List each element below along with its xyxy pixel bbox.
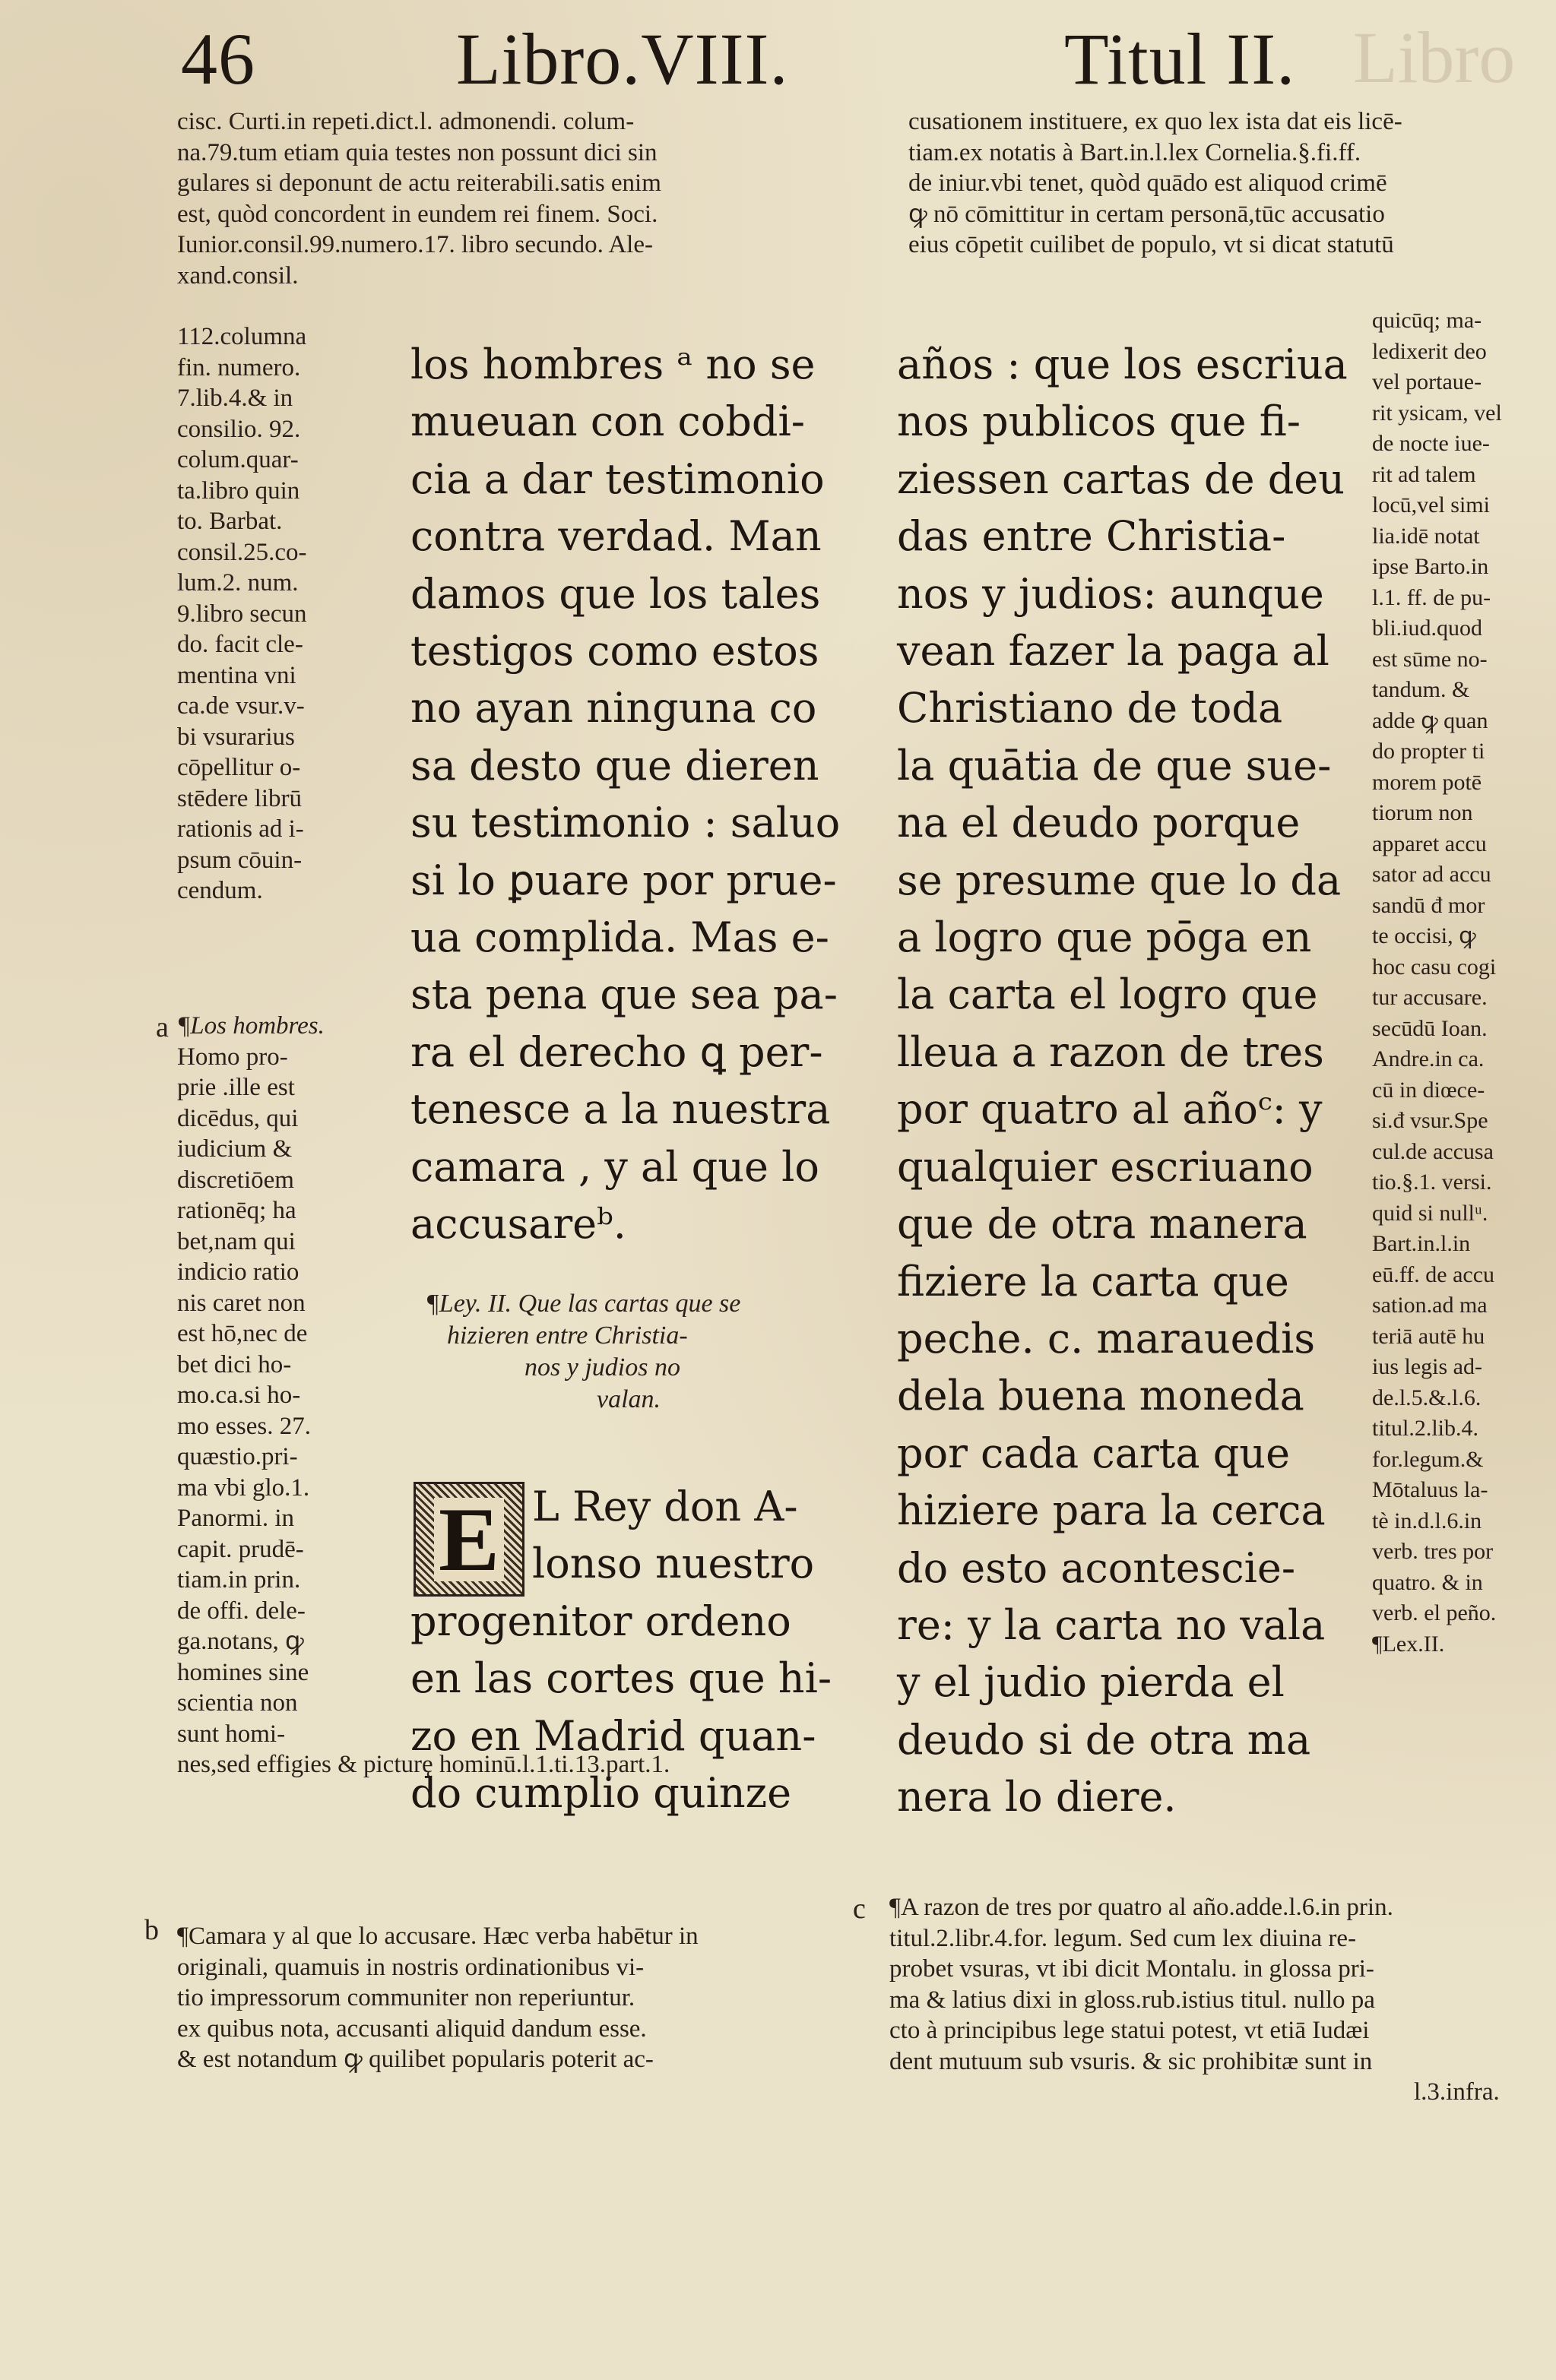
note-c: ¶A razon de tres por quatro al año.adde.l.6.in prin. titul.2.libr.4.for. legum. Sed cum lex diuina re- probet vsuras, vt ibi dicit Montalu. in glossa pri- ma & latius dixi in gloss.rub.istius titul. nullo pa cto à principibus lege statui potest, vt etiā Iudæi dent mutuum sub vsuris. & sic prohibitæ sunt in l.3.infra. [889, 1894, 1500, 2106]
ley-ii-rubric: ¶Ley. II. Que las cartas que se hizieren entre Christia- nos y judios no valan. [426, 1290, 741, 1413]
main-text-law-2: progenitor ordeno en las cortes que hi- zo en Madrid quan- do cumplio quinze [410, 1597, 832, 1818]
bleed-through-mark: Libro [1353, 17, 1516, 98]
right-gloss-top: cusationem instituere, ex quo lex ista dat eis licē- tiam.ex notatis à Bart.in.l.lex Cornelia.§.fi.ff. de iniur.vbi tenet, quòd quādo est aliquod crimē ꝙ nō cōmittitur in certam personā,tūc accusatio eius cōpetit cuilibet de populo, vt si dicat statutū [908, 108, 1402, 258]
note-b: ¶Camara y al que lo accusare. Hæc verba habētur in originali, quamuis in nostris ordinationibus vi- tio impressorum communiter non reperiuntur. ex quibus nota, accusanti aliquid dandum esse. & est notandum ꝙ quilibet popularis poterit ac- [177, 1923, 699, 2073]
left-gloss-top: cisc. Curti.in repeti.dict.l. admonendi. colum- na.79.tum etiam quia testes non possunt dici sin gulares si deponunt de actu reiterabili.satis enim est, quòd concordent in eundem rei finem. Soci. Iunior.consil.99.numero.17. libro secundo. Ale- xand.consil. [177, 108, 661, 290]
main-text-law-2-continued: años : que los escriua nos publicos que fi- ziessen cartas de deu das entre Christia- nos y judios: aunque vean fazer la paga al Christiano de toda la quātia de que sue- na el deudo porque se presume que lo da a logro que pōga en la carta el logro que lleua a razon de tres por quatro al añoᶜ: y qualquier escriuano que de otra manera fiziere la carta que peche. c. marauedis dela buena moneda por cada carta que hiziere para la cerca do esto acontescie- re: y la carta no vala y el judio pierda el deudo si de otra ma nera lo diere. [897, 340, 1348, 1821]
page-number: 46 [181, 18, 255, 100]
right-gloss-narrow: quicūq; ma- ledixerit deo vel portaue- rit ysicam, vel de nocte iue- rit ad talem locū,vel simi lia.idē notat ipse Barto.in l.1. ff. de pu- bli.iud.quod est sūme no- tandum. & adde ꝙ quan do propter ti morem potē tiorum non apparet accu sator ad accu sandū đ mor te occisi, ꝙ hoc casu cogi tur accusare. secūdū Ioan. Andre.in ca. cū in diœce- si.đ vsur.Spe cul.de accusa tio.§.1. versi. quid si nullᵘ. Bart.in.l.in eū.ff. de accu sation.ad ma teriā autē hu ius legis ad- de.l.5.&.l.6. titul.2.lib.4. for.legum.& Mōtaluus la- tè in.d.l.6.in verb. tres por quatro. & in verb. el peño. ¶Lex.II. [1372, 308, 1502, 1657]
decorated-initial: E [414, 1482, 524, 1597]
book-title: Libro.VIII. [456, 18, 789, 100]
title-heading: Titul II. [1064, 18, 1296, 100]
note-c-marker: c [853, 1893, 866, 1925]
note-a-marker: a [156, 1011, 169, 1043]
note-b-marker: b [144, 1914, 159, 1946]
main-text-law-1: los hombres ᵃ no se mueuan con cobdi- cia a dar testimonio contra verdad. Man damos que los tales testigos como estos no ayan ninguna co sa desto que dieren su testimonio : saluo si lo ꝑuare por prue- ua complida. Mas e- sta pena que sea pa- ra el derecho ꝗ per- tenesce a la nuestra camara , y al que lo accusareᵇ. [410, 340, 841, 1249]
main-text-law-2-opening: L Rey don A- lonso nuestro [532, 1483, 815, 1588]
left-gloss-narrow: 112.columna fin. numero. 7.lib.4.& in consilio. 92. colum.quar- ta.libro quin to. Barbat. consil.25.co- lum.2. num. 9.libro secun do. facit cle- mentina vni ca.de vsur.v- bi vsurarius cōpellitur o- stēdere librū rationis ad i- psum cōuin- cendum. [177, 323, 307, 904]
note-a: ¶Los hombres. Homo pro- prie .ille est dicēdus, qui iudicium & discretiōem rationēq; ha bet,nam qui indicio ratio nis caret non est hō,nec de bet dici ho- mo.ca.si ho- mo esses. 27. quæstio.pri- ma vbi glo.1. Panormi. in capit. prudē- tiam.in prin. de offi. dele- ga.notans, ꝙ homines sine scientia non sunt homi- nes,sed effigies & picturę hominū.l.1.ti.13.part.1. [177, 1012, 670, 1778]
